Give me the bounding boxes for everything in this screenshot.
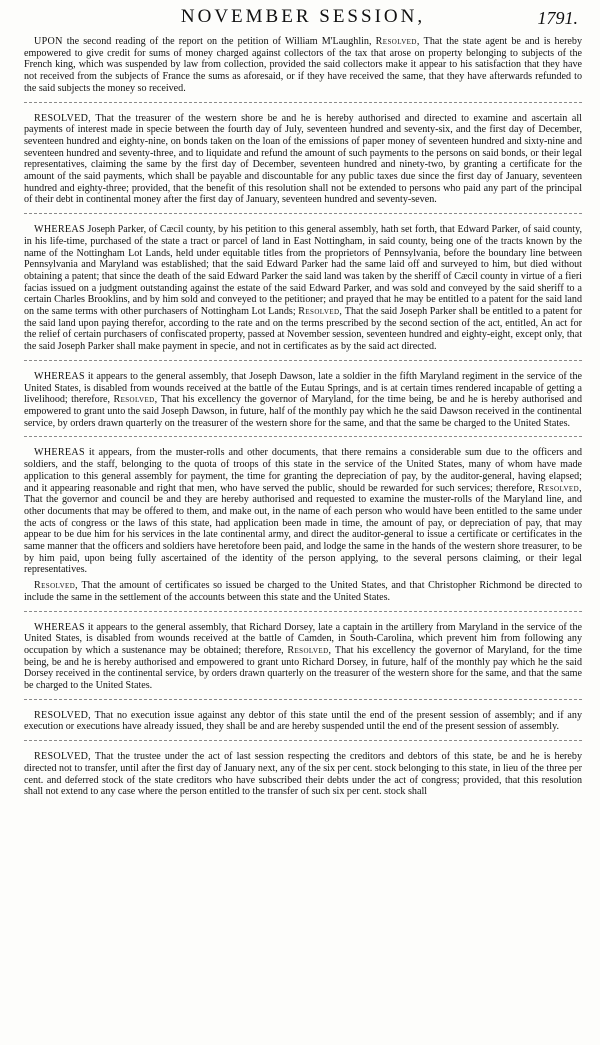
section-divider [24, 360, 582, 362]
paragraph-richard-dorsey: WHEREAS it appears to the general assembly, that Richard Dorsey, late a captain in the artillery from Maryland in the service of the United States, is disabled from wounds received at the battle of Camden, in South-Carolina, which prevent him from following any occupation by which a sustenance may be obtained; therefore, Resolved, That his excellency the governor of Maryland, for the time being, be and he is hereby authorised and empowered to grant unto Richard Dorsey, in future, half of the monthly pay which he the said Dorsey received in the continental service, by orders drawn quarterly on the treasurer of the western shore for the same, and that the same be charged to the United States. [24, 621, 582, 692]
paragraph-muster-rolls: WHEREAS it appears, from the muster-rolls and other documents, that there remains a considerable sum due to the officers and soldiers, and the staff, belonging to the quota of troops of this state in the service of the United States, many of whom have made application to this general assembly for payment, the time for granting the depreciation of pay, by the auditor-general, having elapsed; and it appearing reasonable and right that men, who have served the public, should be rewarded for such services; therefore, Resolved, That the governor and council be and they are hereby authorised and requested to examine the muster-rolls of the Maryland line, and other documents that may be offered to them, and make out, in the name of each person who would have been entitled to the same under the acts of congress or the laws of this state, had application been made in time, the amount of pay, or depreciation of pay, that may appear to be due him for his services in the late continental army, and direct the auditor-general to issue a certificate or certificates in the same manner that the officers and soldiers have heretofore been paid, and lodge the same in the hands of the western shore treasurer, to be by him paid, upon being fully ascertained of the identity of the person applying, to the several persons claiming, or their legal representatives. [24, 447, 582, 576]
paragraph-interest-payments: RESOLVED, That the treasurer of the western shore be and he is hereby authorised and directed to examine and ascertain all payments of interest made in specie between the fourth day of July, seventeen hundred and seventy-six, and the first day of December, seventeen hundred and eighty-nine, on bonds taken on the loan of the emissions of paper money of seventeen hundred and sixty-nine and seventeen hundred and seventy-three, and to liquidate and refund the amount of such payments to the persons on said bonds, or their legal representatives, claiming the same by the first day of December, seventeen hundred and ninety-two, by granting a certificate for the amount of the said payments, which shall be payable and discountable for any public taxes due since the first day of January, seventeen hundred and eighty-three; provided, that the benefit of this resolution shall not be extended to persons who paid any part of the principal of their debt in continental money after the first day of January, seventeen hundred and seventy-seven. [24, 112, 582, 206]
paragraph-certificates-charged: Resolved, That the amount of certificates so issued be charged to the United States, and that Christopher Richmond be directed to include the same in the settlement of the accounts between this state and the United States. [24, 580, 582, 603]
section-divider [24, 102, 582, 104]
section-divider [24, 213, 582, 215]
section-divider [24, 611, 582, 613]
section-divider [24, 699, 582, 701]
paragraph-joseph-dawson: WHEREAS it appears to the general assembly, that Joseph Dawson, late a soldier in the fifth Maryland regiment in the service of the United States, is disabled from wounds received at the battle of the Eutau Springs, and is at certain times rendered incapable of getting a livelihood; therefore, Resolved, That his excellency the governor of Maryland, for the time being, be and he is hereby authorised and empowered to grant unto the said Joseph Dawson, in future, half of the monthly pay which he the said Dawson received in the continental service, by orders drawn quarterly on the treasurer of the western shore for the same, and that the same be charged to the United States. [24, 370, 582, 429]
paragraph-trustee-stock: RESOLVED, That the trustee under the act of last session respecting the creditors and debtors of this state, be and he is hereby directed not to transfer, until after the first day of January next, any of the six per cent. stock belonging to this state, in lieu of the three per cent. and deferred stock of the state creditors who have subscribed their debts under the act of congress; provided, that this resolution shall not extend to any case where the person entitled to the transfer of such six per cent. stock shall [24, 751, 582, 798]
paragraph-joseph-parker: WHEREAS Joseph Parker, of Cæcil county, by his petition to this general assembly, hath set forth, that Edward Parker, of said county, in his life-time, purchased of the state a tract or parcel of land in East Nottingham, in said county, being one of the tracts known by the name of the Nottingham Lot Lands, held under equitable titles from the proprietors of Pennsylvania, before the boundary line between Pennsylvania and Maryland was established; that the said Edward Parker had the same laid off and surveyed to him, but died without obtaining a patent; that since the death of the said Edward Parker the said land was taken by the sheriff of Cæcil county in virtue of a fieri facias issued on a judgment outstanding against the estate of the said Edward Parker, and was sold and conveyed by the said sheriff to a certain Charles Brooklins, and by him sold and conveyed to the petitioner; and prayed that he may be entitled to a patent for the said land on the same terms with other purchasers of Nottingham Lot Lands; Resolved, That the said Joseph Parker shall be entitled to a patent for the said land upon paying therefor, according to the rate and on the terms prescribed by the second section of the act, entitled, An act for the relief of certain purchasers of confiscated property, passed at November session, seventeen hundred and eighty-eight, except only, that the said Joseph Parker shall make payment in specie, and not in certificates as by the said act directed. [24, 224, 583, 353]
session-title: NOVEMBER SESSION, [180, 6, 426, 27]
year-label: 1791. [537, 8, 578, 28]
page-header [24, 6, 582, 36]
paragraph-no-execution: RESOLVED, That no execution issue against any debtor of this state until the end of the present session of assembly; and if any execution or executions have already issued, they shall be and are hereby suspended until the end of the present session of assembly. [24, 709, 582, 733]
section-divider [24, 436, 582, 438]
paragraph-mlaughlin: UPON the second reading of the report on the petition of William M'Laughlin, Resolved, That the state agent be and is hereby empowered to give credit for sums of money charged against collectors of the tax that arose on property belonging to subjects of the French king, which was suspended by law from collection, provided the said collectors make it appear to his satisfaction that they have not received from the subjects of France the sums as aforesaid, or if they have received the same, that they have afterwards refunded to the said subjects the money so received. [24, 36, 583, 94]
section-divider [24, 740, 582, 742]
